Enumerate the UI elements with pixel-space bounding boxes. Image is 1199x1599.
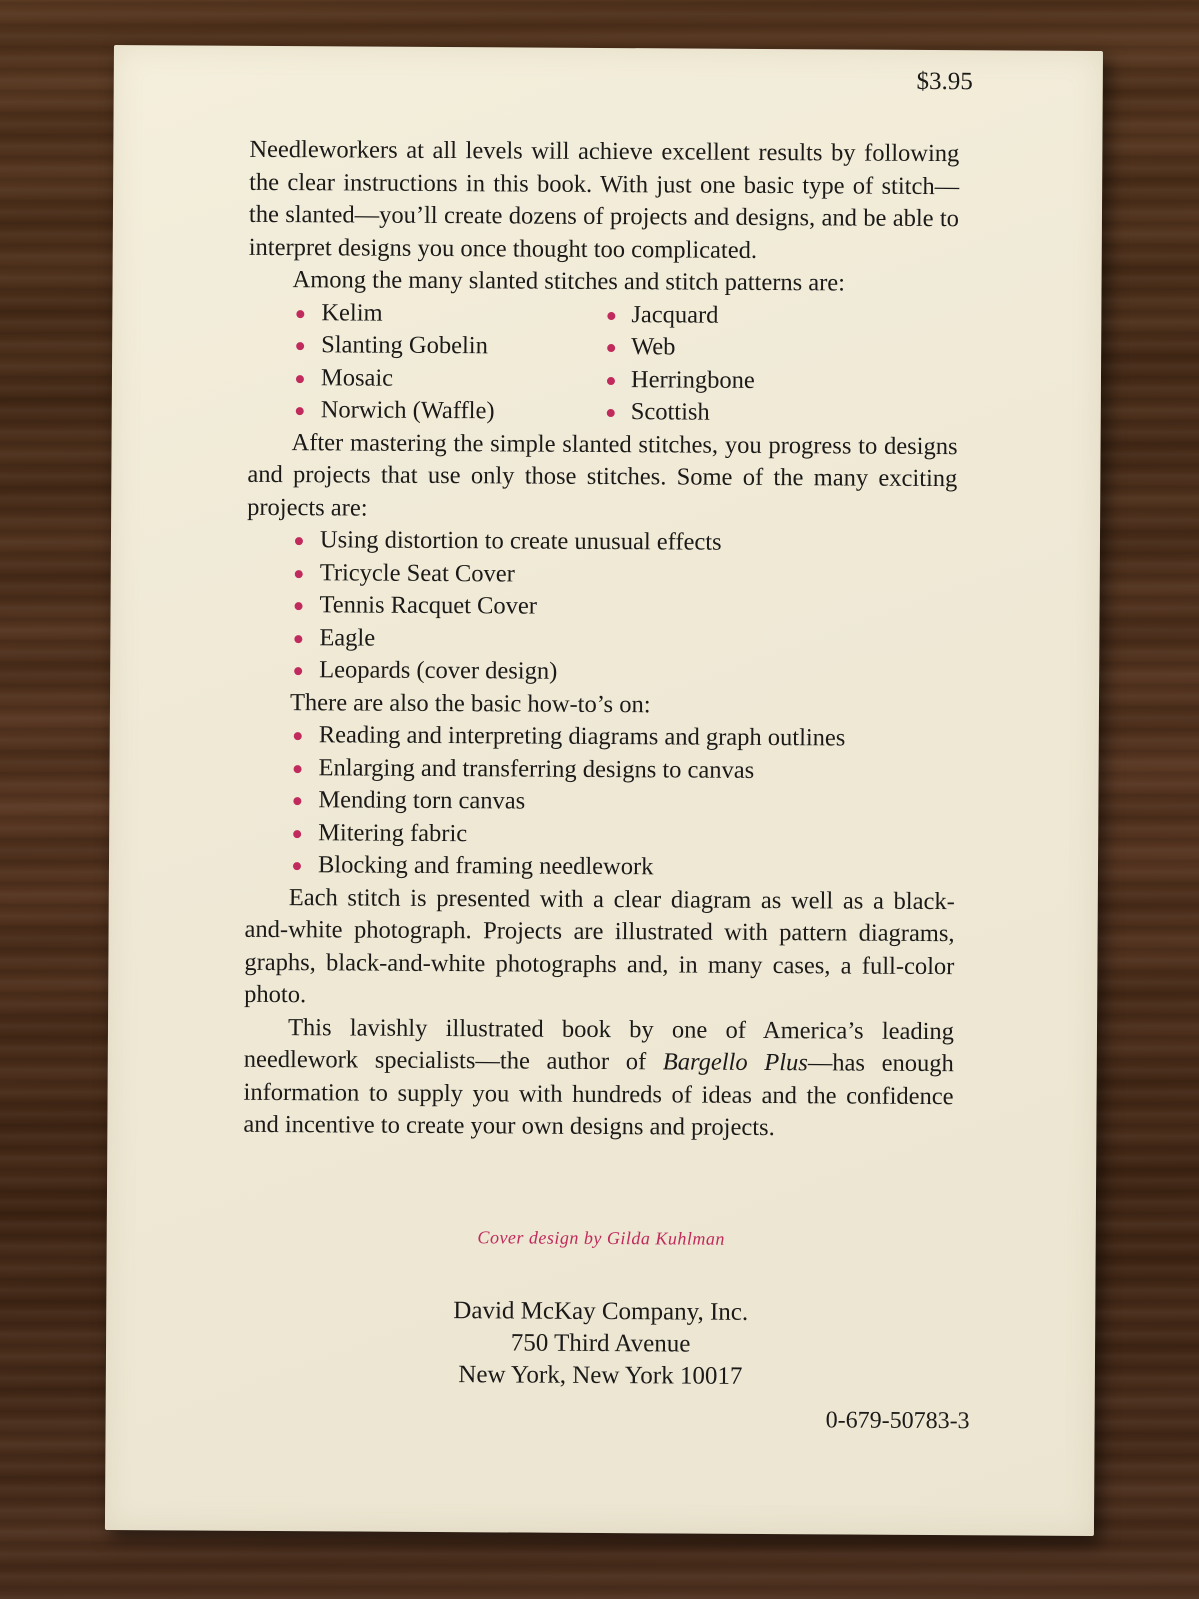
howtos-intro: There are also the basic how-to’s on:	[289, 688, 651, 718]
list-item: Tricycle Seat Cover	[247, 556, 957, 593]
stitch-list-left	[248, 296, 604, 428]
cover-credit: Cover design by Gilda Kuhlman	[477, 1227, 726, 1249]
bullet-icon	[607, 312, 615, 320]
list-item: Eagle	[246, 621, 956, 658]
list-item: Blocking and framing needlework	[245, 849, 955, 886]
bullet-icon	[296, 407, 304, 415]
list-item: Mending torn canvas	[245, 784, 955, 821]
project-list	[246, 524, 957, 691]
bullet-icon	[295, 537, 303, 545]
list-item: Slanting Gobelin	[248, 329, 603, 364]
projects-intro: After mastering the simple slanted stitches, you progress to designs and projects that use only those stitches. Some of the many exciting projects are:	[247, 428, 958, 522]
bullet-icon	[296, 342, 304, 350]
isbn-number: 0-679-50783-3	[825, 1407, 970, 1435]
publisher-address	[106, 1293, 1096, 1395]
publisher-city: New York, New York 10017	[458, 1361, 743, 1390]
intro-paragraph: Needleworkers at all levels will achieve excellent results by following the clear instructions in this book. With just one basic type of stitch—the slanted—you’ll create dozens of projects and designs, and be able to interpret designs you once thought too complicated.	[248, 135, 960, 264]
list-item: Mitering fabric	[245, 816, 955, 853]
list-item: Enlarging and transferring designs to canvas	[245, 751, 955, 788]
publisher-name: David McKay Company, Inc.	[453, 1297, 749, 1326]
list-item: Mosaic	[248, 361, 603, 396]
list-item: Norwich (Waffle)	[248, 394, 603, 429]
list-item: Scottish	[603, 396, 958, 431]
list-item: Kelim	[248, 296, 603, 331]
list-item: Using distortion to create unusual effects	[247, 524, 957, 561]
list-item: Jacquard	[603, 298, 958, 333]
bullet-icon	[295, 602, 303, 610]
bullet-icon	[293, 830, 301, 838]
bullet-icon	[294, 667, 302, 675]
list-item: Web	[603, 331, 958, 366]
stitch-list-right	[603, 298, 959, 430]
publisher-street: 750 Third Avenue	[510, 1329, 691, 1358]
illustrations-paragraph: Each stitch is presented with a clear diagram as well as a black-and-white photograph. Projects are illustrated with pattern diagrams, graphs, black-and-white photographs and, in many cases, a full-color photo.	[244, 883, 955, 1009]
bullet-icon	[294, 765, 302, 773]
list-item: Reading and interpreting diagrams and graph outlines	[246, 719, 956, 756]
book-back-cover	[105, 45, 1103, 1536]
bullet-icon	[607, 344, 615, 352]
closing-paragraph: This lavishly illustrated book by one of America’s leading needlework specialists—the author of Bargello Plus—has enough information to supply you with hundreds of ideas and the confidence and incentive to create your own designs and projects.	[243, 1013, 955, 1142]
bullet-icon	[293, 862, 301, 870]
stitch-list	[248, 296, 959, 430]
list-item: Herringbone	[603, 363, 958, 398]
list-item: Leopards (cover design)	[246, 654, 956, 691]
bullet-icon	[296, 375, 304, 383]
bullet-icon	[294, 635, 302, 643]
bullet-icon	[293, 797, 301, 805]
blurb	[243, 134, 959, 1146]
price-label: $3.95	[916, 67, 973, 96]
list-item: Tennis Racquet Cover	[246, 589, 956, 626]
bullet-icon	[295, 570, 303, 578]
bullet-icon	[296, 310, 304, 318]
bullet-icon	[607, 377, 615, 385]
howto-list	[245, 719, 956, 886]
stitches-intro: Among the many slanted stitches and stitch patterns are:	[292, 266, 846, 297]
bullet-icon	[294, 732, 302, 740]
book-title: Bargello Plus	[662, 1048, 808, 1077]
bullet-icon	[607, 409, 615, 417]
